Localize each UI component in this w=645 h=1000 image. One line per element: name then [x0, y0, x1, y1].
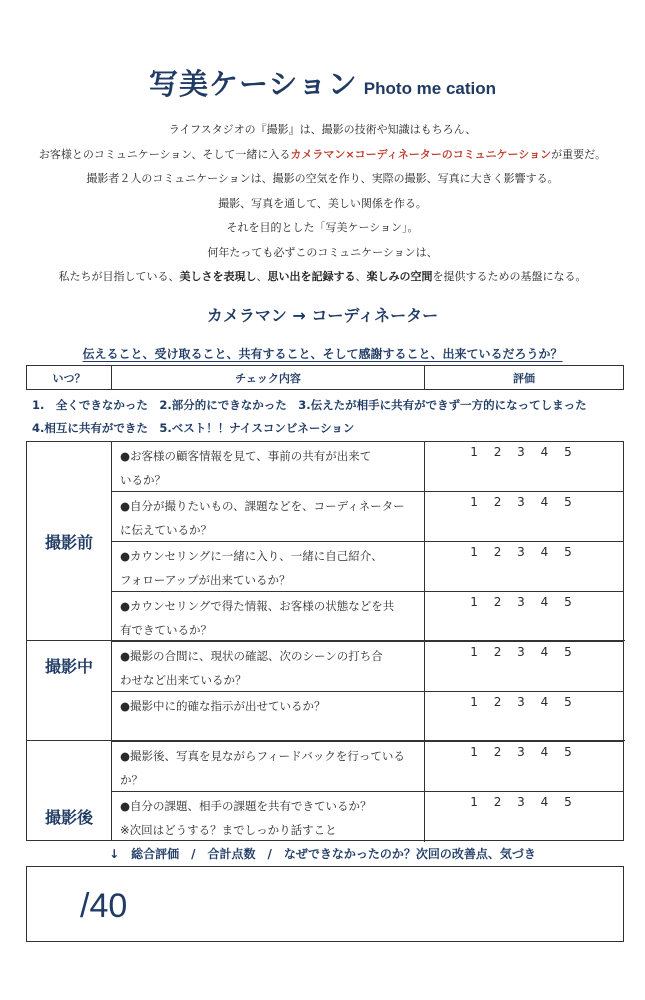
intro-text-span: 私たちが目指している、: [58, 270, 180, 283]
check-item: [112, 742, 425, 791]
intro-highlight: カメラマン×コーディネーターのコミュニケーション: [290, 147, 552, 161]
score-box[interactable]: [26, 866, 624, 942]
check-item: [112, 542, 425, 591]
page-title: [0, 62, 645, 103]
stage-after: 撮影後: [27, 740, 112, 840]
intro-line: [0, 143, 645, 168]
checklist-row: [112, 692, 623, 742]
checklist-row: [112, 442, 623, 492]
stage-before: 撮影前: [27, 442, 112, 640]
checklist-row: [112, 492, 623, 542]
total-score: /40: [80, 887, 128, 925]
check-item: [112, 592, 425, 641]
rating-scale[interactable]: 1 2 3 4 5: [470, 695, 578, 709]
title-japanese: 写美ケーション: [148, 67, 358, 101]
summary-heading: ↓ 総合評価 / 合計点数 / なぜできなかったのか？次回の改善点、気づき: [109, 847, 536, 861]
intro-text-span: が重要だ。: [551, 147, 607, 161]
intro-line: 撮影、写真を通して、美しい関係を作る。: [218, 196, 427, 210]
check-item-line: ●自分の課題、相手の課題を共有できているか？: [120, 799, 372, 813]
check-item: [112, 642, 425, 691]
intro-line: ライフスタジオの『撮影』は、撮影の技術や知識はもちろん、: [168, 123, 477, 136]
question-heading: [0, 345, 645, 362]
check-item: [112, 792, 425, 842]
rating-scale[interactable]: 1 2 3 4 5: [470, 545, 578, 559]
intro-text-span: 、: [355, 270, 367, 283]
check-item-line: ●自分が撮りたいもの、課題などを、コーディネーター: [120, 499, 405, 513]
intro-line: [0, 265, 645, 290]
check-item-line: ●カウンセリングに一緒に入り、一緒に自己紹介、: [120, 549, 383, 563]
check-item-line: フォローアップが出来ているか？: [120, 573, 291, 587]
checklist-row: [112, 542, 623, 592]
intro-bold: 美しさを表現し: [179, 270, 257, 283]
checklist-table: [26, 441, 624, 841]
title-english: Photo me cation: [363, 79, 497, 98]
checklist-row: [112, 592, 623, 642]
check-item-line: ●お客様の顧客情報を見て、事前の共有が出来て: [120, 449, 372, 463]
check-item-line: に伝えているか？: [120, 523, 212, 537]
intro-text: [0, 118, 645, 290]
check-item: [112, 442, 425, 491]
rating-scale[interactable]: 1 2 3 4 5: [470, 745, 578, 759]
check-item: [112, 692, 425, 741]
table-header: [26, 365, 624, 390]
check-item: [112, 492, 425, 541]
check-item-line: いるか？: [120, 473, 166, 487]
intro-line: 何年たっても必ずこのコミュニケーションは、: [207, 245, 438, 259]
header-rating: 評価: [513, 371, 535, 385]
checklist-row: [112, 642, 623, 692]
intro-text-span: 、: [256, 270, 268, 283]
intro-line: それを目的とした「写美ケーション」。: [226, 221, 419, 234]
stage-during: 撮影中: [27, 640, 112, 740]
question-text: 伝えること、受け取ること、共有すること、そして感謝すること、出来ているだろうか？: [82, 347, 563, 361]
rating-scale[interactable]: 1 2 3 4 5: [470, 595, 578, 609]
check-item-line: わせなど出来ているか？: [120, 673, 247, 687]
rating-scale[interactable]: 1 2 3 4 5: [470, 445, 578, 459]
rating-legend-line: 1. 全くできなかった 2.部分的にできなかった 3.伝えたが相手に共有ができず一方的になってしまった: [32, 398, 587, 412]
rating-legend-line: 4.相互に共有ができた 5.ベスト！！ナイスコンビネーション: [32, 421, 355, 435]
rating-scale[interactable]: 1 2 3 4 5: [470, 645, 578, 659]
check-item-line: ●撮影の合間に、現状の確認、次のシーンの打ち合: [120, 649, 383, 663]
section-heading: カメラマン → コーディネーター: [206, 306, 439, 325]
intro-line: 撮影者２人のコミュニケーションは、撮影の空気を作り、実際の撮影、写真に大きく影響する。: [86, 172, 559, 185]
check-item-line: ●撮影後、写真を見ながらフィードバックを行っている: [120, 749, 405, 763]
check-item-line: ※次回はどうする？までしっかり話すこと: [120, 823, 337, 837]
checklist-row: [112, 742, 623, 792]
intro-text-span: お客様とのコミュニケーション、そして一緒に入る: [38, 147, 291, 161]
header-when: いつ？: [27, 366, 112, 389]
checklist-row: [112, 792, 623, 842]
header-check: チェック内容: [112, 366, 425, 389]
intro-bold: 楽しみの空間: [366, 270, 433, 283]
check-item-line: ●カウンセリングで得た情報、お客様の状態などを共: [120, 599, 395, 613]
check-item-line: ●撮影中に的確な指示が出せているか？: [120, 699, 326, 713]
intro-bold: 思い出を記録する: [267, 270, 356, 283]
rating-scale[interactable]: 1 2 3 4 5: [470, 795, 578, 809]
check-item-line: 有できているか？: [120, 623, 212, 637]
check-item-line: か？: [120, 773, 143, 787]
rating-scale[interactable]: 1 2 3 4 5: [470, 495, 578, 509]
intro-text-span: を提供するための基盤になる。: [432, 270, 587, 283]
